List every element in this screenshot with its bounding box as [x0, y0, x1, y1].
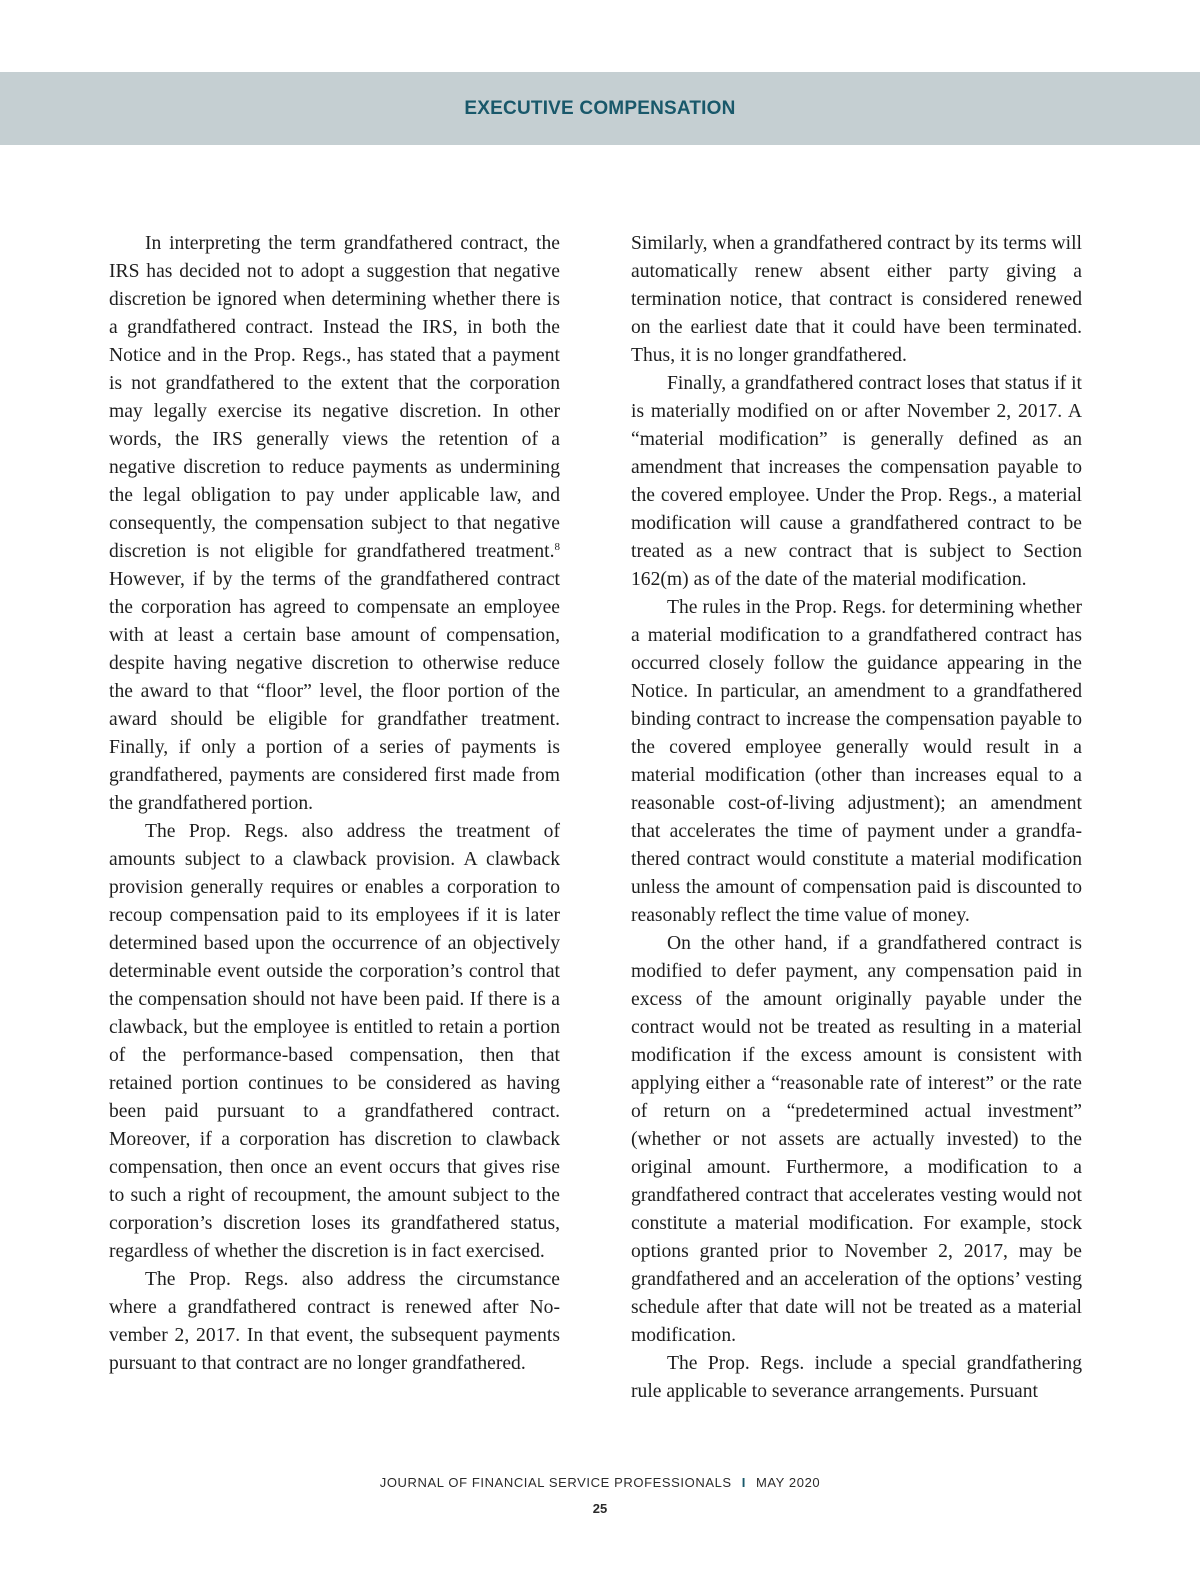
right-column [631, 230, 1082, 1406]
paragraph-text: However, if by the terms of the grandfathered contract the corporation has agreed to compensate an employee with at least a certain base amount of compensation, despite having negative discretion to otherwise reduce the award to that “floor” level, the floor portion of the award should be eligible for grandfather treatment. Finally, if only a portion of a series of payments is grandfathered, payments are considered first made from the grandfathered portion. [109, 569, 560, 814]
paragraph [109, 230, 560, 818]
footer-journal-line [0, 1475, 1200, 1490]
paragraph: Similarly, when a grandfathered contract by its terms will automatically renew absent either party giving a termination notice, that contract is considered renewed on the earliest date that it could have been terminated. Thus, it is no longer grandfathered. [631, 233, 1082, 366]
paragraph: Finally, a grandfathered contract loses that status if it is materially modified on or after November 2, 2017. A “material modification” is generally defined as an amendment that increases the compensation payable to the covered employee. Under the Prop. Regs., a material modification will cause a grandfathered contract to be treated as a new contract that is subject to Section 162(m) as of the date of the material modification. [631, 373, 1082, 590]
journal-name: JOURNAL OF FINANCIAL SERVICE PROFESSIONALS [379, 1475, 732, 1490]
footer-separator: I [741, 1475, 746, 1490]
paragraph: The rules in the Prop. Regs. for determining whether a material modification to a grandfathered contract has occurred closely follow the guidance appearing in the Notice. In particular, an amendment to a grandfathered binding contract to increase the compensation payable to the covered employee generally would result in a material modification (other than increases equal to a reasonable cost-of-living adjustment); an amendment that accelerates the time of payment under a grandfathered contract would constitute a material modification unless the amount of compensation paid is discounted to reasonably reflect the time value of money. [631, 597, 1082, 926]
paragraph: On the other hand, if a grandfathered contract is modified to defer payment, any compensation paid in excess of the amount originally payable under the contract would not be treated as resulting in a material modification if the excess amount is consistent with applying either a “reasonable rate of interest” or the rate of return on a “predetermined actual investment” (whether or not assets are actually invested) to the original amount. Furthermore, a modification to a grandfathered contract that accelerates vesting would not constitute a material modification. For example, stock options granted prior to November 2, 2017, may be grandfathered and an acceleration of the options’ vesting schedule after that date will not be treated as a material modification. [631, 933, 1082, 1346]
section-header-band [0, 72, 1200, 145]
paragraph-text: In interpreting the term grandfathered contract, the IRS has decided not to adopt a suggestion that negative discretion be ignored when determining whether there is a grandfathered contract. Instead the IRS, in both the Notice and in the Prop. Regs., has stated that a payment is not grandfathered to the extent that the corporation may legally exercise its negative discretion. In other words, the IRS generally views the retention of a negative discretion to reduce payments as undermining the legal obligation to pay under applicable law, and consequently, the compensation subject to that negative discretion is not eligible for grandfathered treatment. [109, 233, 560, 562]
section-title: EXECUTIVE COMPENSATION [464, 97, 736, 119]
issue-date: MAY 2020 [755, 1475, 821, 1490]
left-column [109, 230, 560, 1378]
paragraph: The Prop. Regs. also address the circumstance where a grandfathered contract is renewed after November 2, 2017. In that event, the subsequent payments pursuant to that contract are no longer grandfathered. [109, 1269, 560, 1374]
paragraph: The Prop. Regs. include a special grandfathering rule applicable to severance arrangements. Pursuant [631, 1353, 1082, 1402]
footnote-reference: 8 [554, 541, 560, 553]
page-number: 25 [592, 1501, 608, 1516]
paragraph: The Prop. Regs. also address the treatment of amounts subject to a clawback provision. A clawback provision generally requires or enables a corporation to recoup compensation paid to its employees if it is later determined based upon the occurrence of an objectively determinable event outside the corporation’s control that the compensation should not have been paid. If there is a clawback, but the employee is entitled to retain a portion of the performance-based compensation, then that retained portion continues to be considered as having been paid pursuant to a grandfathered contract. Moreover, if a corporation has discretion to clawback compensation, then once an event occurs that gives rise to such a right of recoupment, the amount subject to the corporation’s discretion loses its grandfathered status, regardless of whether the discretion is in fact exercised. [109, 821, 560, 1262]
